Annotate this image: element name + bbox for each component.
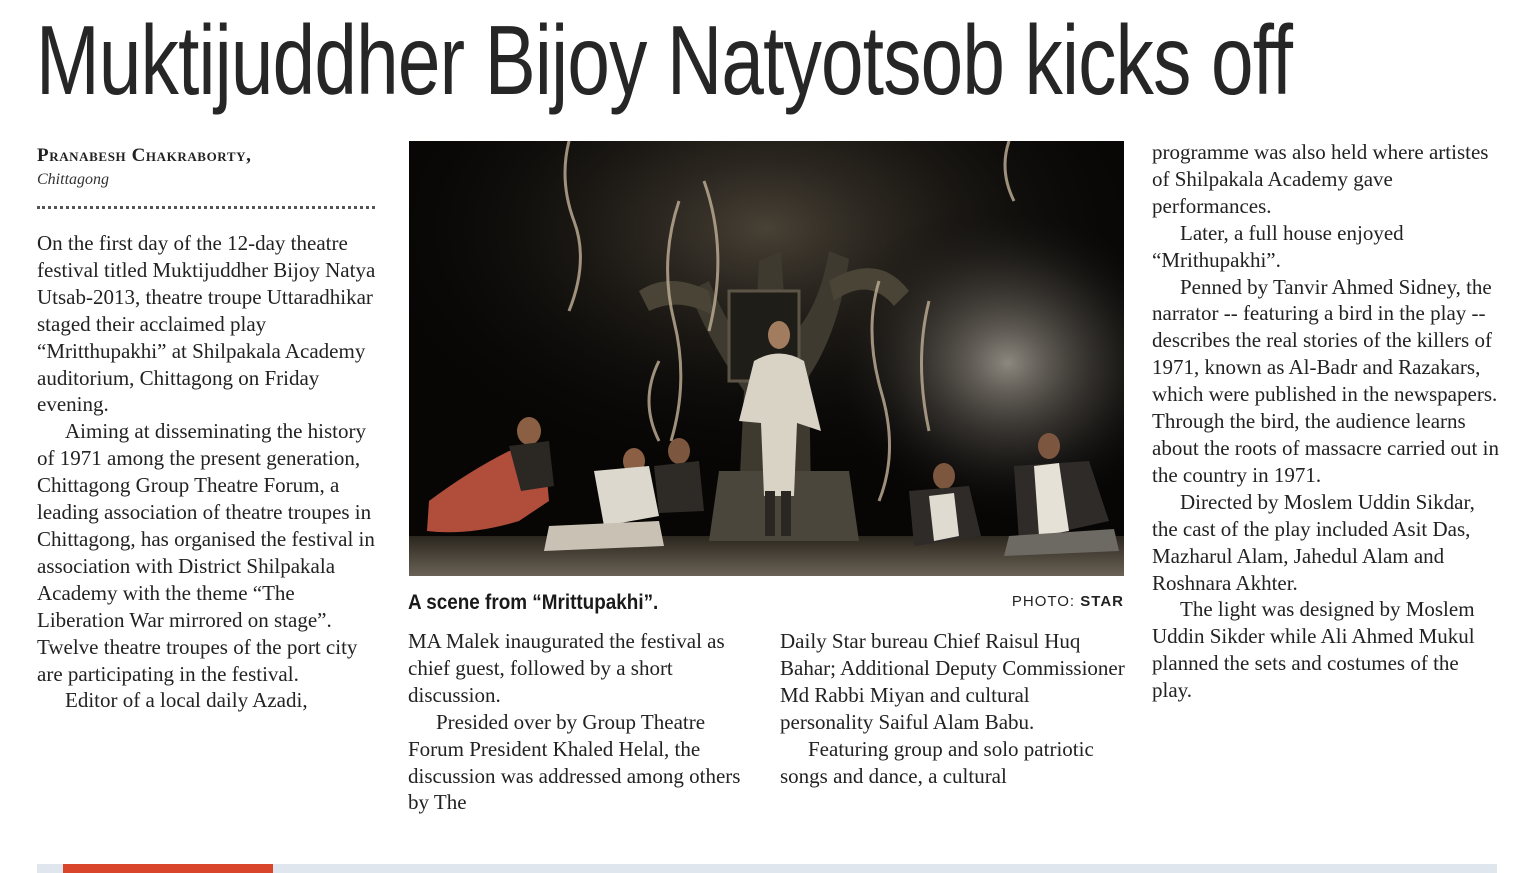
paragraph: Aiming at disseminating the history of 1971 among the present generation, Chittagong Group Theatre Forum, a leading association of theatre troupes in Chittagong, has organised the festival in association with District Shilpakala Academy with the theme “The Liberation War mirrored on stage”. Twelve theatre troupes of the port city are participating in the festival. [37,419,375,686]
photo-credit-source: STAR [1080,593,1124,610]
paragraph: Daily Star bureau Chief Raisul Huq Bahar; Additional Deputy Commissioner Md Rabbi Miyan and cultural personality Saiful Alam Babu. [780,629,1125,734]
stage-photo [409,141,1124,576]
byline [37,145,251,189]
paragraph: On the first day of the 12-day theatre festival titled Muktijuddher Bijoy Natya Utsab-2013, theatre troupe Uttaradhikar staged their acclaimed play “Mritthupakhi” at Shilpakala Academy auditorium, Chittagong on Friday evening. [37,231,376,417]
paragraph: Later, a full house enjoyed “Mrithupakhi”. [1152,220,1404,272]
stage-scene-illustration [409,141,1124,576]
byline-author: Pranabesh Chakraborty, [37,145,252,166]
photo-caption: A scene from “Mrittupakhi”. [408,591,659,614]
byline-divider [37,206,375,209]
photo-credit-label: PHOTO: [1011,593,1076,610]
paragraph: Featuring group and solo patriotic songs and dance, a cultural [780,736,1094,788]
byline-location: Chittagong [37,171,110,188]
footer-accent-bar [63,864,273,873]
paragraph: Directed by Moslem Uddin Sikdar, the cast of the play included Asit Das, Mazharul Alam, Jahedul Alam and Roshnara Akhter. [1152,489,1475,595]
paragraph: Presided over by Group Theatre Forum President Khaled Helal, the discussion was addressed among others by The [408,709,741,815]
paragraph: MA Malek inaugurated the festival as chief guest, followed by a short discussion. [408,629,725,707]
photo-credit [1012,593,1124,610]
article-column-4 [1152,139,1502,704]
headline: Muktijuddher Bijoy Natyotsob kicks off [36,5,1293,115]
paragraph: The light was designed by Moslem Uddin Sikder while Ali Ahmed Mukul planned the sets and costumes of the play. [1152,597,1475,703]
article-column-1 [37,230,383,714]
paragraph: programme was also held where artistes of Shilpakala Academy gave performances. [1152,140,1489,218]
article-column-2 [408,628,744,816]
article-column-3 [780,628,1125,789]
paragraph: Penned by Tanvir Ahmed Sidney, the narrator -- featuring a bird in the play -- describes the real stories of the killers of 1971, known as Al-Badr and Razakars, which were published in the newspapers. Through the bird, the audience learns about the roots of massacre carried out in the country in 1971. [1152,274,1499,487]
paragraph: Editor of a local daily Azadi, [65,688,308,713]
